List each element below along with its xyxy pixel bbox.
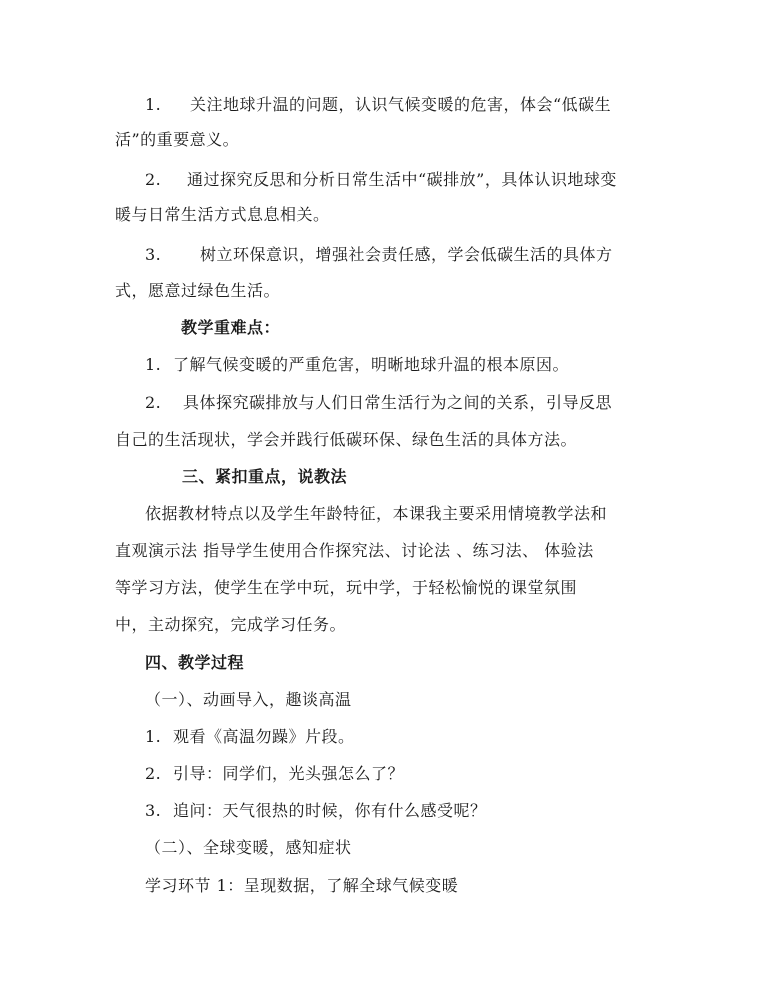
key-point-1-number: 1. bbox=[145, 355, 162, 374]
objective-2-number: 2. bbox=[145, 170, 162, 189]
key-point-2-line1: 具体探究碳排放与人们日常生活行为之间的关系，引导反思 bbox=[183, 393, 613, 412]
part-1-item-1-text: 观看《高温勿躁》片段。 bbox=[173, 727, 355, 746]
section-4-heading: 四、教学过程 bbox=[145, 653, 245, 672]
objective-1-number: 1. bbox=[145, 95, 162, 114]
section-3-line-3: 等学习方法，使学生在学中玩，玩中学，于轻松愉悦的课堂氛围 bbox=[115, 578, 578, 597]
objective-1-line1: 关注地球升温的问题，认识气候变暖的危害，体会“低碳生 bbox=[190, 95, 612, 114]
part-2-heading: （二）、全球变暖，感知症状 bbox=[145, 838, 352, 857]
part-1-item-2-text: 引导：同学们，光头强怎么了？ bbox=[173, 764, 405, 783]
part-1-item-3 bbox=[145, 801, 487, 821]
key-point-2-number: 2. bbox=[145, 393, 162, 412]
part-1-item-2 bbox=[145, 764, 404, 784]
objective-3-line1: 树立环保意识，增强社会责任感，学会低碳生活的具体方 bbox=[200, 245, 613, 264]
part-1-heading: （一）、动画导入，趣谈高温 bbox=[145, 690, 352, 709]
part-1-item-1-number: 1. bbox=[145, 727, 162, 746]
section-3-line-4: 中，主动探究，完成学习任务。 bbox=[115, 615, 347, 634]
key-point-2 bbox=[145, 393, 612, 413]
objective-1-continuation: 活”的重要意义。 bbox=[115, 130, 240, 149]
objective-2 bbox=[145, 170, 617, 190]
learning-step-1: 学习环节 1：呈现数据，了解全球气候变暖 bbox=[145, 876, 459, 895]
section-3-heading: 三、紧扣重点，说教法 bbox=[182, 467, 348, 486]
section-3-line-2: 直观演示法 指导学生使用合作探究法、讨论法 、练习法、 体验法 bbox=[115, 541, 594, 560]
part-1-item-3-number: 3. bbox=[145, 801, 162, 820]
part-1-item-3-text: 追问：天气很热的时候，你有什么感受呢？ bbox=[173, 801, 487, 820]
key-point-2-continuation: 自己的生活现状，学会并践行低碳环保、绿色生活的具体方法。 bbox=[115, 430, 578, 449]
part-1-item-2-number: 2. bbox=[145, 764, 162, 783]
objective-3 bbox=[145, 245, 613, 265]
part-1-item-1 bbox=[145, 727, 355, 747]
objective-1 bbox=[145, 95, 611, 115]
objective-2-line1: 通过探究反思和分析日常生活中“碳排放”，具体认识地球变 bbox=[187, 170, 617, 189]
objective-2-continuation: 暖与日常生活方式息息相关。 bbox=[115, 205, 330, 224]
key-point-1 bbox=[145, 355, 569, 375]
objective-3-number: 3. bbox=[145, 245, 162, 264]
section-3-line-1: 依据教材特点以及学生年龄特征，本课我主要采用情境教学法和 bbox=[145, 504, 608, 523]
objective-3-continuation: 式，愿意过绿色生活。 bbox=[115, 281, 281, 300]
key-point-1-text: 了解气候变暖的严重危害，明晰地球升温的根本原因。 bbox=[173, 355, 570, 374]
key-points-heading: 教学重难点： bbox=[181, 318, 281, 337]
